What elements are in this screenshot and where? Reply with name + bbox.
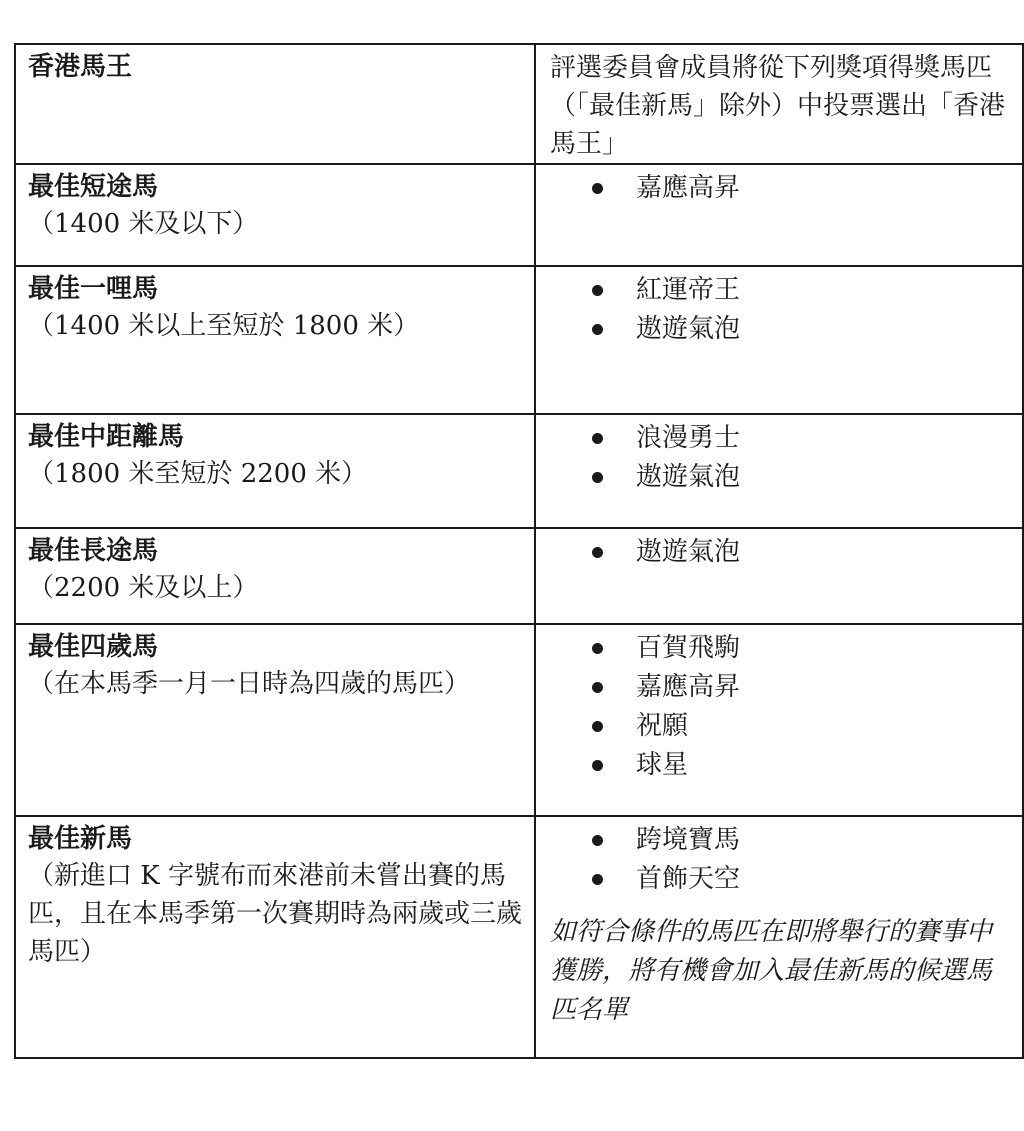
nominees-cell	[535, 816, 1023, 1058]
nominee-list	[536, 625, 1022, 785]
category-description: （2200 米及以上）	[28, 573, 259, 603]
eligibility-note: 如符合條件的馬匹在即將舉行的賽事中獲勝，將有機會加入最佳新馬的候選馬匹名單	[550, 917, 993, 1025]
bullet-icon	[592, 183, 603, 194]
list-item	[536, 533, 1022, 572]
category-title: 最佳長途馬	[28, 536, 159, 566]
nominee-name: 嘉應高昇	[636, 173, 741, 203]
awards-table-body	[15, 44, 1023, 1058]
category-cell	[15, 44, 535, 164]
nominee-name: 遨遊氣泡	[636, 537, 741, 567]
bullet-icon	[592, 835, 603, 846]
category-cell	[15, 414, 535, 528]
bullet-icon	[592, 285, 603, 296]
list-item	[536, 458, 1022, 497]
nominee-name: 祝願	[636, 711, 689, 741]
awards-table	[14, 43, 1024, 1059]
nominee-list	[536, 267, 1022, 349]
nominee-list	[536, 817, 1022, 899]
nominees-cell	[535, 266, 1023, 414]
nominee-list	[536, 529, 1022, 572]
category-title: 最佳新馬	[28, 824, 133, 854]
nominees-cell	[535, 624, 1023, 816]
list-item	[536, 707, 1022, 746]
table-row	[15, 816, 1023, 1058]
category-description: （新進口 K 字號布而來港前未嘗出賽的馬匹，且在本馬季第一次賽期時為兩歲或三歲馬匹）	[28, 861, 523, 967]
bullet-icon	[592, 547, 603, 558]
bullet-icon	[592, 643, 603, 654]
category-title: 最佳一哩馬	[28, 274, 159, 304]
table-row	[15, 414, 1023, 528]
table-row	[15, 266, 1023, 414]
category-description: （1400 米及以下）	[28, 209, 259, 239]
list-item	[536, 419, 1022, 458]
category-title: 最佳四歲馬	[28, 632, 159, 662]
table-row	[15, 528, 1023, 624]
nominee-list	[536, 165, 1022, 208]
category-description: （在本馬季一月一日時為四歲的馬匹）	[28, 669, 471, 699]
bullet-icon	[592, 760, 603, 771]
list-item	[536, 668, 1022, 707]
list-item	[536, 310, 1022, 349]
list-item	[536, 169, 1022, 208]
nominee-name: 百賀飛駒	[636, 633, 741, 663]
nominees-cell	[535, 44, 1023, 164]
table-row	[15, 624, 1023, 816]
bullet-icon	[592, 324, 603, 335]
bullet-icon	[592, 682, 603, 693]
nominee-name: 球星	[636, 750, 689, 780]
nominees-cell	[535, 414, 1023, 528]
category-title: 香港馬王	[28, 52, 133, 82]
nominee-name: 遨遊氣泡	[636, 462, 741, 492]
bullet-icon	[592, 721, 603, 732]
list-item	[536, 271, 1022, 310]
list-item	[536, 821, 1022, 860]
category-description: （1400 米以上至短於 1800 米）	[28, 311, 420, 341]
nominee-name: 紅運帝王	[636, 275, 741, 305]
voting-description: 評選委員會成員將從下列獎項得獎馬匹（「最佳新馬」除外）中投票選出「香港馬王」	[550, 53, 1006, 159]
bullet-icon	[592, 472, 603, 483]
category-cell	[15, 164, 535, 266]
list-item	[536, 746, 1022, 785]
nominee-name: 嘉應高昇	[636, 672, 741, 702]
table-row	[15, 44, 1023, 164]
list-item	[536, 860, 1022, 899]
nominees-cell	[535, 528, 1023, 624]
category-cell	[15, 266, 535, 414]
nominee-name: 浪漫勇士	[636, 423, 741, 453]
bullet-icon	[592, 874, 603, 885]
category-cell	[15, 624, 535, 816]
category-cell	[15, 816, 535, 1058]
category-title: 最佳中距離馬	[28, 422, 185, 452]
category-title: 最佳短途馬	[28, 172, 159, 202]
bullet-icon	[592, 433, 603, 444]
nominee-name: 遨遊氣泡	[636, 314, 741, 344]
nominee-name: 跨境寶馬	[636, 825, 741, 855]
nominee-list	[536, 415, 1022, 497]
table-row	[15, 164, 1023, 266]
category-cell	[15, 528, 535, 624]
nominees-cell	[535, 164, 1023, 266]
nominee-name: 首飾天空	[636, 864, 741, 894]
list-item	[536, 629, 1022, 668]
category-description: （1800 米至短於 2200 米）	[28, 459, 368, 489]
